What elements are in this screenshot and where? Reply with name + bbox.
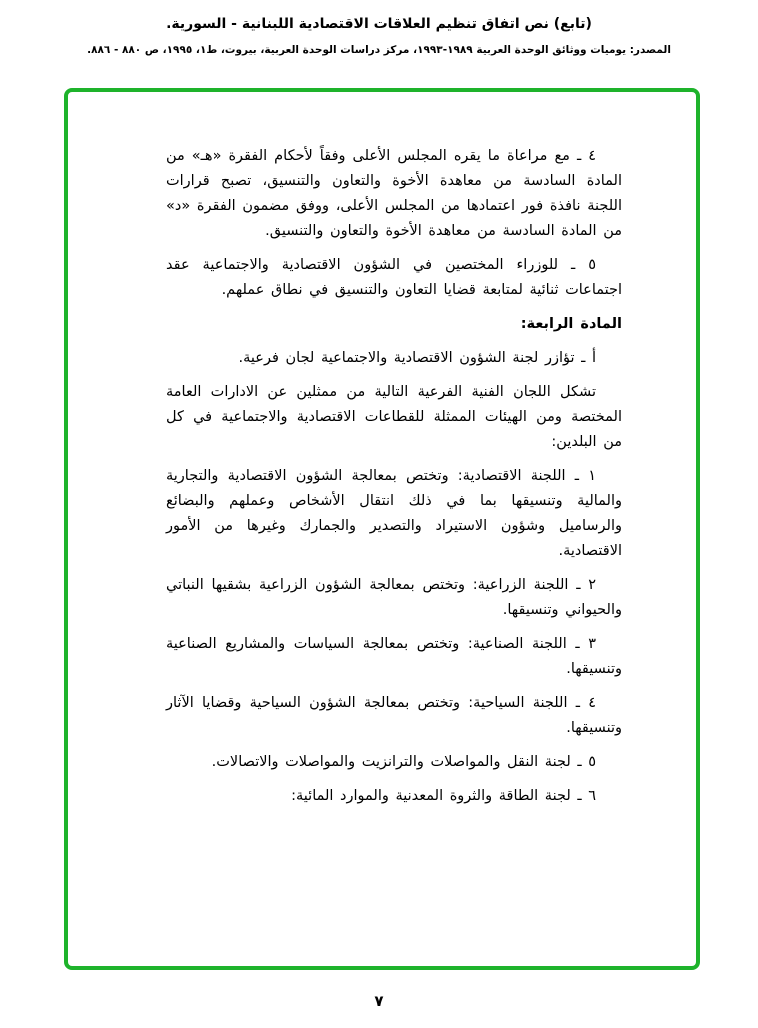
paragraph-committee-1: ١ ـ اللجنة الاقتصادية: وتختص بمعالجة الشؤون الاقتصادية والتجارية والمالية وتنسيقها بما في ذلك انتقال الأشخاص وعملهم والبضائع والرساميل وشؤون الاستيراد والتصدير والجمارك وغيرها من الأمور الاقتصادية. (166, 468, 622, 559)
paragraph-committee-3: ٣ ـ اللجنة الصناعية: وتختص بمعالجة السياسات والمشاريع الصناعية وتنسيقها. (166, 636, 622, 677)
paragraph-clause-4: ٤ ـ مع مراعاة ما يقره المجلس الأعلى وفقاً لأحكام الفقرة «هـ» من المادة السادسة من معاهدة الأخوة والتعاون والتنسيق، تصبح قرارات اللجنة نافذة فور اعتمادها من المجلس الأعلى، ووفق مضمون الفقرة «د» من المادة السادسة من معاهدة الأخوة والتعاون والتنسيق. (166, 148, 622, 239)
section-heading-article-4: المادة الرابعة: (520, 316, 622, 332)
paragraph-clause-5: ٥ ـ للوزراء المختصين في الشؤون الاقتصادية والاجتماعية عقد اجتماعات ثنائية لمتابعة قضايا التعاون والتنسيق في نطاق عملهم. (166, 257, 622, 298)
paragraph-item-a: أ ـ تؤازر لجنة الشؤون الاقتصادية والاجتماعية لجان فرعية. (238, 350, 596, 366)
paragraph-committee-5: ٥ ـ لجنة النقل والمواصلات والترانزيت والمواصلات والاتصالات. (211, 754, 596, 770)
body-text-column (166, 144, 622, 818)
paragraph-committee-2: ٢ ـ اللجنة الزراعية: وتختص بمعالجة الشؤون الزراعية بشقيها النباتي والحيواني وتنسيقها. (166, 577, 622, 618)
page-number: ٧ (374, 992, 384, 1010)
paragraph-committees-intro: تشكل اللجان الفنية الفرعية التالية من ممثلين عن الادارات العامة المختصة ومن الهيئات الممثلة للقطاعات الاقتصادية والاجتماعية في كل من البلدين: (166, 384, 622, 450)
document-title: (تابع) نص اتفاق تنظيم العلاقات الاقتصادية اللبنانية - السورية. (166, 16, 592, 32)
source-line: المصدر: يوميات ووثائق الوحدة العربية ١٩٨٩-١٩٩٣، مركز دراسات الوحدة العربية، بيروت، ط١، ١٩٩٥، ص ٨٨٠ - ٨٨٦. (87, 44, 671, 56)
page-header (0, 0, 758, 56)
paragraph-committee-6: ٦ ـ لجنة الطاقة والثروة المعدنية والموارد المائية: (291, 788, 596, 804)
content-border-box (64, 88, 700, 970)
paragraph-committee-4: ٤ ـ اللجنة السياحية: وتختص بمعالجة الشؤون السياحية وقضايا الآثار وتنسيقها. (166, 695, 622, 736)
